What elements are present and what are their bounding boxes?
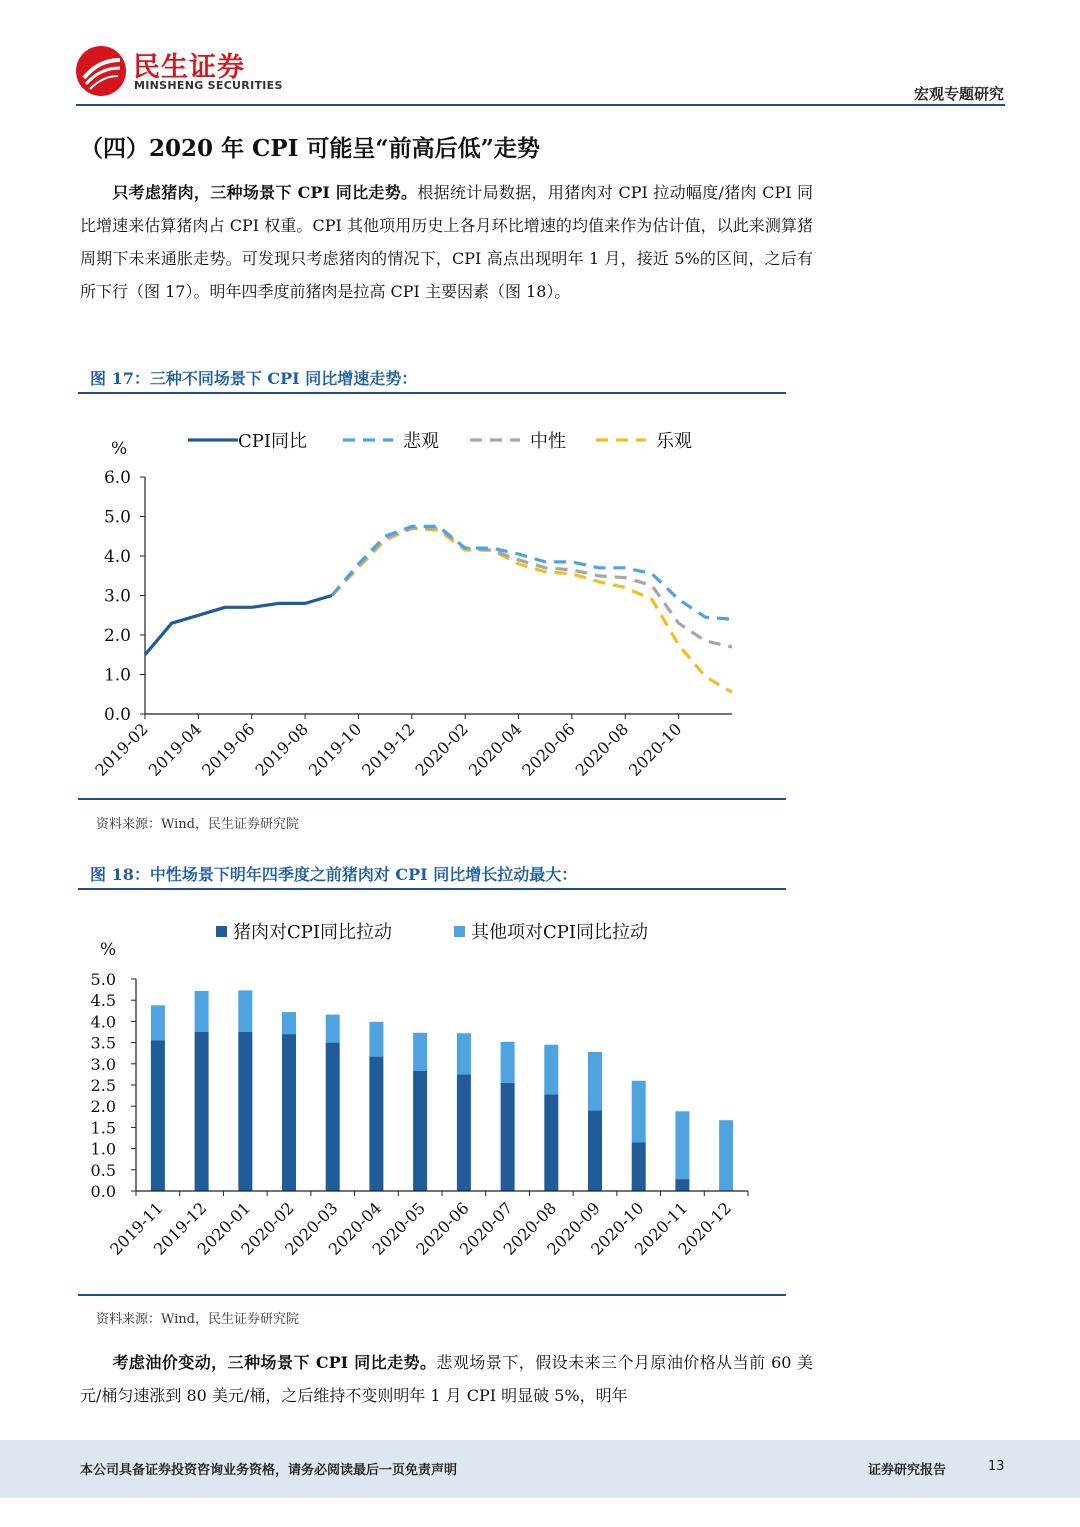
bar-segment-0	[501, 1083, 515, 1191]
x-tick-label: 2019-12	[149, 1198, 211, 1259]
bar-segment-1	[282, 1012, 296, 1034]
y-tick-label: 1.0	[90, 1139, 116, 1159]
x-tick-label: 2019-10	[304, 719, 366, 780]
legend-label: 乐观	[656, 431, 692, 452]
bar-segment-0	[195, 1032, 209, 1191]
figure18-title: 图 18：中性场景下明年四季度之前猪肉对 CPI 同比增长拉动最大：	[90, 865, 578, 884]
series-line-1	[332, 526, 732, 619]
x-tick-label: 2020-02	[411, 719, 473, 780]
legend-label: CPI同比	[238, 431, 307, 452]
bar-segment-0	[369, 1057, 383, 1191]
x-tick-label: 2019-11	[106, 1198, 167, 1259]
paragraph-body: 根据统计局数据，用猪肉对 CPI 拉动幅度/猪肉 CPI 同比增速来估算猪肉占 CPI 权重。CPI 其他项用历史上各月环比增速的均值来作为估计值，以此来测算猪周期下未来通胀走势。可发现只考虑猪肉的情况下，CPI 高点出现明年 1 月，接近 5%的区间，之后有所下行（图 17）。明年四季度前猪肉是拉高 CPI 主要因素（图 18）。	[80, 183, 813, 301]
x-tick-label: 2020-10	[587, 1198, 648, 1259]
logo-mark-icon	[76, 46, 126, 96]
footer-report-type: 证券研究报告	[868, 1463, 947, 1478]
paragraph-body-2: 悲观场景下，假设未来三个月原油价格从当前 60 美元/桶匀速涨到 80 美元/桶，之后维持不变则明年 1 月 CPI 明显破 5%，明年	[80, 1353, 813, 1405]
legend-label: 其他项对CPI同比拉动	[471, 922, 648, 943]
logo-text: 民生证券	[133, 52, 245, 83]
bar-segment-0	[326, 1043, 340, 1191]
bar-segment-0	[632, 1142, 646, 1191]
y-axis-unit: %	[111, 439, 128, 459]
paragraph-lead: 只考虑猪肉，三种场景下 CPI 同比走势。	[112, 183, 418, 202]
bar-segment-0	[588, 1110, 602, 1191]
x-tick-label: 2020-07	[455, 1198, 517, 1259]
y-tick-label: 3.5	[90, 1033, 116, 1053]
y-tick-label: 0.0	[90, 1182, 116, 1201]
x-tick-label: 2020-01	[193, 1198, 255, 1259]
figure17-source: 资料来源：Wind，民生证券研究院	[96, 817, 299, 832]
bar-segment-0	[238, 1032, 252, 1191]
paragraph-lead-2: 考虑油价变动，三种场景下 CPI 同比走势。	[112, 1353, 437, 1372]
y-tick-label: 2.0	[103, 626, 131, 646]
y-tick-label: 4.0	[103, 547, 131, 567]
y-tick-label: 1.0	[103, 665, 131, 686]
bar-segment-1	[151, 1005, 165, 1040]
x-tick-label: 2020-08	[499, 1198, 561, 1259]
x-tick-label: 2020-12	[674, 1198, 735, 1259]
footer-disclaimer: 本公司具备证券投资咨询业务资格，请务必阅读最后一页免责声明	[80, 1463, 458, 1478]
bar-segment-1	[632, 1081, 646, 1143]
y-axis-unit: %	[100, 940, 117, 960]
x-tick-label: 2019-04	[144, 719, 206, 780]
y-tick-label: 4.0	[90, 1012, 116, 1032]
paragraph-oil-scenarios	[80, 1346, 813, 1412]
legend-swatch	[454, 926, 465, 937]
figure17-top-rule	[78, 392, 786, 394]
x-tick-label: 2019-06	[198, 719, 259, 780]
x-tick-label: 2020-06	[412, 1198, 473, 1259]
bar-segment-0	[544, 1094, 558, 1191]
bar-segment-0	[413, 1071, 427, 1191]
x-tick-label: 2020-10	[625, 719, 686, 780]
legend-label: 中性	[530, 431, 566, 452]
figure18-bottom-rule	[78, 1294, 786, 1296]
figure17-bottom-rule	[78, 798, 786, 800]
x-tick-label: 2020-03	[281, 1198, 342, 1259]
legend-swatch	[216, 926, 227, 937]
y-tick-label: 5.0	[103, 507, 131, 528]
series-line-3	[332, 528, 732, 692]
x-tick-label: 2020-09	[543, 1198, 604, 1259]
x-tick-label: 2020-04	[464, 719, 526, 780]
y-tick-label: 2.5	[90, 1076, 116, 1095]
bar-segment-1	[457, 1033, 471, 1074]
logo-english: MINSHENG SECURITIES	[134, 79, 283, 92]
series-line-2	[332, 528, 732, 647]
y-tick-label: 3.0	[90, 1054, 116, 1074]
figure18-source: 资料来源：Wind，民生证券研究院	[96, 1312, 299, 1327]
bar-segment-1	[369, 1022, 383, 1057]
bar-segment-1	[588, 1052, 602, 1111]
x-tick-label: 2020-11	[630, 1198, 692, 1259]
x-tick-label: 2020-02	[237, 1198, 298, 1259]
bar-segment-1	[501, 1042, 515, 1083]
paragraph-pork-scenarios	[80, 176, 813, 308]
page-number: 13	[988, 1459, 1005, 1474]
x-tick-label: 2020-06	[518, 719, 579, 780]
x-tick-label: 2019-08	[251, 719, 312, 780]
y-tick-label: 0.0	[103, 705, 131, 725]
bar-segment-0	[282, 1034, 296, 1191]
y-tick-label: 6.0	[103, 468, 131, 488]
report-category: 宏观专题研究	[913, 85, 1004, 103]
y-tick-label: 5.0	[90, 970, 116, 989]
x-tick-label: 2020-08	[571, 719, 633, 780]
x-tick-label: 2019-12	[358, 719, 419, 780]
header-divider	[76, 104, 1005, 106]
x-tick-label: 2019-02	[91, 719, 152, 780]
bar-segment-1	[195, 991, 209, 1032]
bar-segment-1	[238, 990, 252, 1032]
bar-segment-0	[457, 1074, 471, 1191]
bar-segment-1	[544, 1045, 558, 1095]
legend-label: 悲观	[403, 431, 439, 452]
y-tick-label: 1.5	[90, 1118, 116, 1138]
figure18-top-rule	[78, 888, 786, 890]
y-tick-label: 3.0	[103, 586, 131, 607]
bar-segment-0	[151, 1041, 165, 1192]
bar-segment-1	[326, 1015, 340, 1043]
x-tick-label: 2020-04	[324, 1198, 386, 1259]
series-line-0	[145, 596, 332, 655]
bar-segment-0	[675, 1179, 689, 1191]
bar-segment-1	[675, 1111, 689, 1179]
y-tick-label: 2.0	[90, 1097, 116, 1117]
x-tick-label: 2020-05	[368, 1198, 429, 1259]
figure17-title: 图 17：三种不同场景下 CPI 同比增速走势：	[90, 369, 418, 388]
figure18-chart	[78, 896, 788, 1294]
y-tick-label: 0.5	[90, 1160, 116, 1180]
section-title: （四）2020 年 CPI 可能呈“前高后低”走势	[80, 135, 540, 162]
legend-label: 猪肉对CPI同比拉动	[233, 922, 392, 943]
bar-segment-1	[413, 1033, 427, 1071]
bar-segment-1	[719, 1120, 733, 1191]
y-tick-label: 4.5	[90, 991, 116, 1011]
figure17-chart	[78, 400, 788, 800]
